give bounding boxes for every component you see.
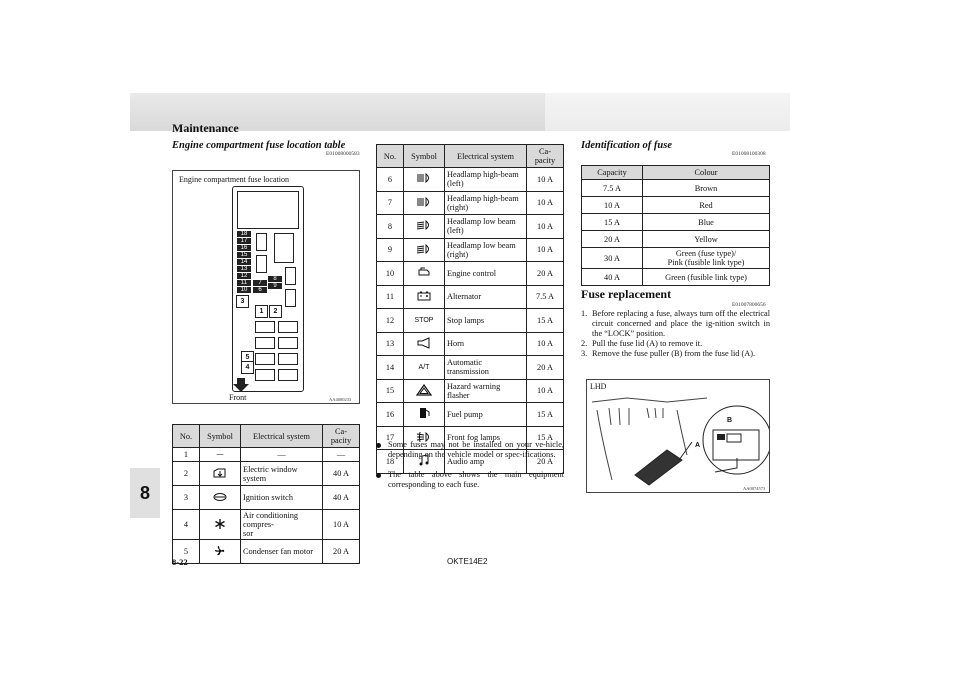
symbol-cell (404, 191, 445, 215)
capacity-cell: 10 A (527, 238, 564, 262)
symbol-cell (200, 540, 241, 564)
doc-code: OKTE14E2 (447, 557, 488, 566)
fuse-location-code: E01008000583 (326, 151, 360, 157)
table-row (173, 510, 360, 540)
table-row (582, 248, 770, 269)
table-row (173, 462, 360, 486)
colour-cell: Yellow (643, 231, 770, 248)
no-cell: 3 (173, 486, 200, 510)
system-cell: Front fog lamps (445, 426, 527, 450)
relay-slot (285, 289, 296, 307)
table-row (377, 168, 564, 192)
capacity-cell: 30 A (582, 248, 643, 269)
relay-slot (255, 337, 275, 349)
no-cell: 14 (377, 356, 404, 380)
step-number: 2. (581, 339, 588, 348)
callout-a: A (695, 442, 701, 449)
no-cell: 2 (173, 462, 200, 486)
capacity-cell: 20 A (527, 450, 564, 474)
column-header: Symbol (200, 425, 241, 448)
header-bar-fade (545, 93, 790, 131)
fuse-number-label: 5 (241, 351, 254, 364)
capacity-cell: 20 A (323, 540, 360, 564)
table-row (582, 231, 770, 248)
symbol-cell (404, 168, 445, 192)
relay-slot (255, 369, 275, 381)
table-row (377, 379, 564, 403)
capacity-cell: 10 A (582, 197, 643, 214)
fuse-number-label: 8 (268, 276, 282, 282)
system-cell: Air conditioning compres- sor (241, 510, 323, 540)
step-3: 3. Remove the fuse puller (B) from the fuse lid (A). (581, 349, 756, 358)
table-row (582, 197, 770, 214)
fuse-number-label: 7 (253, 280, 267, 286)
symbol-cell (404, 238, 445, 262)
column-header: Colour (643, 166, 770, 180)
table-row (377, 238, 564, 262)
table-row (377, 191, 564, 215)
no-cell: 13 (377, 332, 404, 356)
headlamp-icon (416, 201, 432, 210)
symbol-cell: STOP (404, 309, 445, 333)
symbol-cell: — (200, 448, 241, 462)
fuse-number-label: 10 (237, 287, 251, 293)
column-header: Capacity (582, 166, 643, 180)
column-header: Electrical system (445, 145, 527, 168)
table-row (582, 214, 770, 231)
fuse-lid-figure (586, 379, 770, 493)
colour-cell: Blue (643, 214, 770, 231)
no-cell: 5 (173, 540, 200, 564)
symbol-cell (200, 510, 241, 540)
no-cell: 11 (377, 285, 404, 309)
symbol-cell (404, 332, 445, 356)
figure-caption: Engine compartment fuse location (179, 175, 289, 184)
fuse-number-label: 1 (255, 305, 268, 318)
column-header: Ca- pacity (323, 425, 360, 448)
column-header: No. (377, 145, 404, 168)
no-cell: 6 (377, 168, 404, 192)
fuse-number-label: 4 (241, 361, 254, 374)
fuse-number-label: 9 (268, 283, 282, 289)
identification-code: E01008100308 (732, 151, 766, 157)
table-row (377, 403, 564, 427)
fuse-number-label: 13 (237, 266, 251, 272)
no-cell: 18 (377, 450, 404, 474)
system-cell: — (241, 448, 323, 462)
headlamp-low-icon (416, 224, 432, 233)
symbol-cell (404, 262, 445, 286)
fuse-colour-table (581, 165, 770, 286)
fuse-table-left (172, 424, 360, 564)
front-label: Front (229, 393, 247, 402)
capacity-cell: 10 A (527, 332, 564, 356)
colour-cell: Green (fusible link type) (643, 269, 770, 286)
capacity-cell: 10 A (527, 168, 564, 192)
fuse-number-label: 3 (236, 295, 249, 308)
capacity-cell: 20 A (527, 356, 564, 380)
callout-b: B (727, 417, 733, 424)
figure-id: AA4000233 (329, 397, 352, 402)
system-cell: Fuel pump (445, 403, 527, 427)
step-number: 3. (581, 349, 588, 358)
fuse-number-label: 16 (237, 245, 251, 251)
hazard-icon (416, 389, 432, 398)
capacity-cell: 15 A (527, 403, 564, 427)
symbol-cell (200, 486, 241, 510)
step-2: 2. Pull the fuse lid (A) to remove it. (581, 339, 703, 348)
capacity-cell: 10 A (527, 379, 564, 403)
system-cell: Electric window system (241, 462, 323, 486)
capacity-cell: 15 A (527, 309, 564, 333)
fuse-location-title: Engine compartment fuse location table (172, 140, 346, 151)
capacity-cell: — (323, 448, 360, 462)
relay-slot (256, 233, 267, 251)
headlamp-icon (416, 177, 432, 186)
no-cell: 16 (377, 403, 404, 427)
table-row (377, 356, 564, 380)
fuse-number-label: 18 (237, 231, 251, 237)
capacity-cell: 20 A (527, 262, 564, 286)
symbol-cell (404, 285, 445, 309)
no-cell: 17 (377, 426, 404, 450)
system-cell: Headlamp high-beam (right) (445, 191, 527, 215)
relay-slot (285, 267, 296, 285)
symbol-cell (200, 462, 241, 486)
symbol-cell: A/T (404, 356, 445, 380)
fuse-table-middle (376, 144, 564, 474)
capacity-cell: 15 A (582, 214, 643, 231)
capacity-cell: 20 A (582, 231, 643, 248)
column-header: Electrical system (241, 425, 323, 448)
relay-slot (278, 353, 298, 365)
relay-slot (274, 233, 294, 263)
fan-icon (212, 550, 228, 559)
table-row (173, 540, 360, 564)
capacity-cell: 7.5 A (527, 285, 564, 309)
step-number: 1. (581, 309, 588, 318)
horn-icon (416, 342, 432, 351)
fuse-number-label: 17 (237, 238, 251, 244)
table-row (173, 486, 360, 510)
ignition-icon (212, 496, 228, 505)
headlamp-low-icon (416, 248, 432, 257)
fuse-replacement-title: Fuse replacement (581, 287, 672, 301)
electric-window-icon (212, 472, 228, 481)
bullet-icon (376, 473, 381, 478)
fuse-number-label: 14 (237, 259, 251, 265)
capacity-cell: 40 A (323, 486, 360, 510)
colour-cell: Green (fuse type)/ Pink (fusible link type) (643, 248, 770, 269)
step-1: 1. Before replacing a fuse, always turn off the electrical circuit concerned and place the ig-nition switch in the “LOCK” position. (581, 309, 770, 338)
fuse-number-label: 11 (237, 280, 251, 286)
table-row (377, 262, 564, 286)
no-cell: 10 (377, 262, 404, 286)
no-cell: 9 (377, 238, 404, 262)
bullet-icon (376, 443, 381, 448)
system-cell: Automatic transmission (445, 356, 527, 380)
table-row (377, 215, 564, 239)
fuse-number-label: 2 (269, 305, 282, 318)
table-row (173, 448, 360, 462)
front-arrow-icon (233, 378, 249, 392)
no-cell: 8 (377, 215, 404, 239)
system-cell: Hazard warning flasher (445, 379, 527, 403)
column-header: Ca- pacity (527, 145, 564, 168)
system-cell: Audio amp (445, 450, 527, 474)
fuse-box-top-cover (237, 191, 299, 229)
relay-slot (278, 369, 298, 381)
capacity-cell: 10 A (323, 510, 360, 540)
no-cell: 1 (173, 448, 200, 462)
page-number: 8-22 (172, 557, 188, 567)
table-row (377, 332, 564, 356)
system-cell: Headlamp high-beam (left) (445, 168, 527, 192)
colour-cell: Brown (643, 180, 770, 197)
system-cell: Stop lamps (445, 309, 527, 333)
table-row (582, 180, 770, 197)
relay-slot (255, 353, 275, 365)
audio-icon (416, 459, 432, 468)
fuse-number-label: 12 (237, 273, 251, 279)
system-cell: Alternator (445, 285, 527, 309)
relay-slot (255, 321, 275, 333)
fuse-location-figure (172, 170, 360, 404)
relay-slot (278, 337, 298, 349)
no-cell: 15 (377, 379, 404, 403)
fuel-pump-icon (416, 412, 432, 421)
ac-snowflake-icon (212, 523, 228, 532)
relay-slot (256, 255, 267, 273)
colour-cell: Red (643, 197, 770, 214)
table-row (377, 285, 564, 309)
no-cell: 12 (377, 309, 404, 333)
engine-icon (416, 271, 432, 280)
system-cell: Condenser fan motor (241, 540, 323, 564)
capacity-cell: 15 A (527, 426, 564, 450)
system-cell: Headlamp low beam (left) (445, 215, 527, 239)
note-bullet-2: The table above shows the main equipment corresponding to each fuse. (376, 470, 564, 490)
relay-slot (278, 321, 298, 333)
system-cell: Engine control (445, 262, 527, 286)
capacity-cell: 40 A (323, 462, 360, 486)
lhd-label: LHD (590, 382, 607, 391)
system-cell: Ignition switch (241, 486, 323, 510)
section-title: Maintenance (172, 121, 239, 135)
chapter-tab: 8 (130, 468, 160, 518)
figure-id: AA0074573 (743, 486, 766, 491)
battery-icon (416, 295, 432, 304)
symbol-cell (404, 215, 445, 239)
capacity-cell: 10 A (527, 191, 564, 215)
identification-title: Identification of fuse (581, 140, 672, 151)
symbol-cell (404, 403, 445, 427)
table-row (582, 269, 770, 286)
capacity-cell: 7.5 A (582, 180, 643, 197)
column-header: Symbol (404, 145, 445, 168)
no-cell: 4 (173, 510, 200, 540)
column-header: No. (173, 425, 200, 448)
capacity-cell: 40 A (582, 269, 643, 286)
table-row (377, 309, 564, 333)
fuse-replacement-code: E01007800656 (732, 302, 766, 308)
system-cell: Headlamp low beam (right) (445, 238, 527, 262)
system-cell: Horn (445, 332, 527, 356)
note-bullet-1: Some fuses may not be installed on your ve-hicle, depending on the vehicle model or spec-ifications. (376, 440, 564, 460)
fuse-number-label: 15 (237, 252, 251, 258)
capacity-cell: 10 A (527, 215, 564, 239)
fuse-lid-illustration (587, 380, 769, 492)
fuse-number-label: 6 (253, 287, 267, 293)
no-cell: 7 (377, 191, 404, 215)
symbol-cell (404, 379, 445, 403)
